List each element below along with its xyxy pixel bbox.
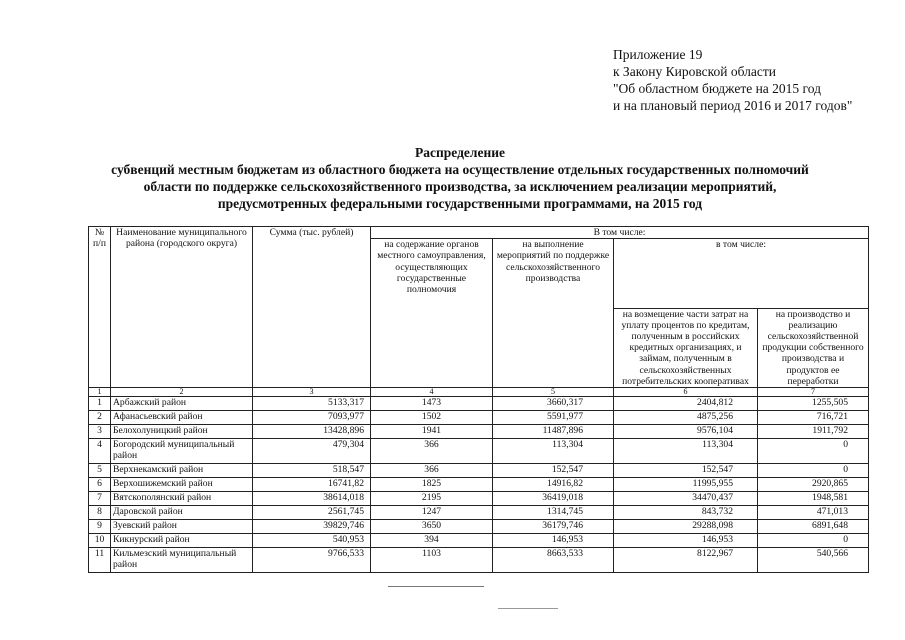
- district-name: Афанасьевский район: [111, 411, 253, 425]
- events-cell: 14916,82: [493, 478, 614, 492]
- sum-cell: 13428,896: [253, 425, 371, 439]
- interest-cell: 2404,812: [614, 397, 758, 411]
- production-cell: 716,721: [758, 411, 869, 425]
- table-row: [89, 425, 869, 439]
- interest-cell: 4875,256: [614, 411, 758, 425]
- interest-cell: 29288,098: [614, 520, 758, 534]
- events-cell: 36179,746: [493, 520, 614, 534]
- header-maintenance: на содержание органов местного самоуправления, осуществляющих государственные полномочия: [371, 239, 493, 388]
- appendix-line: к Закону Кировской области: [613, 64, 777, 79]
- maintenance-cell: 1103: [371, 548, 493, 573]
- sum-cell: 518,547: [253, 464, 371, 478]
- events-cell: 113,304: [493, 439, 614, 464]
- maintenance-cell: 2195: [371, 492, 493, 506]
- production-cell: 0: [758, 439, 869, 464]
- production-cell: 2920,865: [758, 478, 869, 492]
- maintenance-cell: 3650: [371, 520, 493, 534]
- col-number: 2: [111, 388, 253, 397]
- maintenance-cell: 1825: [371, 478, 493, 492]
- row-number: 7: [89, 492, 111, 506]
- table-row: [89, 520, 869, 534]
- table-row: [89, 478, 869, 492]
- district-name: Зуевский район: [111, 520, 253, 534]
- col-number: 6: [614, 388, 758, 397]
- district-name: Верхошижемский район: [111, 478, 253, 492]
- maintenance-cell: 1502: [371, 411, 493, 425]
- appendix-line: и на плановый период 2016 и 2017 годов": [613, 98, 853, 113]
- row-number: 6: [89, 478, 111, 492]
- column-numbers-row: [89, 388, 869, 397]
- sum-cell: 2561,745: [253, 506, 371, 520]
- row-number: 2: [89, 411, 111, 425]
- scan-artifact-line: [498, 608, 558, 609]
- district-name: Белохолуницкий район: [111, 425, 253, 439]
- table-row: [89, 411, 869, 425]
- table-row: [89, 397, 869, 411]
- sum-cell: 38614,018: [253, 492, 371, 506]
- header-production: на производство и реализацию сельскохозяйственной продукции собственного производства и продуктов ее переработки: [758, 308, 869, 387]
- district-name: Арбажский район: [111, 397, 253, 411]
- district-name: Даровской район: [111, 506, 253, 520]
- header-interest: на возмещение части затрат на уплату процентов по кредитам, полученным в российских кредитных организациях, и займам, полученным в сельскохозяйственных потребительских кооперативах: [614, 308, 758, 387]
- col-number: 7: [758, 388, 869, 397]
- sum-cell: 479,304: [253, 439, 371, 464]
- row-number: 9: [89, 520, 111, 534]
- sum-cell: 9766,533: [253, 548, 371, 573]
- header-events: на выполнение мероприятий по поддержке сельскохозяйственного производства: [493, 239, 614, 388]
- scan-artifact-line: [388, 586, 484, 587]
- interest-cell: 9576,104: [614, 425, 758, 439]
- production-cell: 0: [758, 534, 869, 548]
- col-number: 3: [253, 388, 371, 397]
- district-name: Кильмезский муниципальный район: [111, 548, 253, 573]
- appendix-line: "Об областном бюджете на 2015 год: [613, 81, 821, 96]
- maintenance-cell: 394: [371, 534, 493, 548]
- col-number: 5: [493, 388, 614, 397]
- interest-cell: 34470,437: [614, 492, 758, 506]
- events-cell: 8663,533: [493, 548, 614, 573]
- header-num: № п/п: [89, 227, 111, 388]
- header-sum: Сумма (тыс. рублей): [253, 227, 371, 388]
- interest-cell: 11995,955: [614, 478, 758, 492]
- sum-cell: 39829,746: [253, 520, 371, 534]
- production-cell: 1911,792: [758, 425, 869, 439]
- events-cell: 5591,977: [493, 411, 614, 425]
- row-number: 1: [89, 397, 111, 411]
- document-title: [60, 144, 860, 212]
- table-row: [89, 548, 869, 573]
- row-number: 8: [89, 506, 111, 520]
- events-cell: 3660,317: [493, 397, 614, 411]
- row-number: 4: [89, 439, 111, 464]
- maintenance-cell: 1941: [371, 425, 493, 439]
- table-row: [89, 506, 869, 520]
- table-row: [89, 439, 869, 464]
- district-name: Вятскополянский район: [111, 492, 253, 506]
- production-cell: 0: [758, 464, 869, 478]
- col-number: 4: [371, 388, 493, 397]
- interest-cell: 146,953: [614, 534, 758, 548]
- maintenance-cell: 1473: [371, 397, 493, 411]
- production-cell: 540,566: [758, 548, 869, 573]
- production-cell: 471,013: [758, 506, 869, 520]
- district-name: Верхнекамский район: [111, 464, 253, 478]
- district-name: Кикнурский район: [111, 534, 253, 548]
- production-cell: 1255,505: [758, 397, 869, 411]
- sum-cell: 16741,82: [253, 478, 371, 492]
- appendix-line: Приложение 19: [613, 47, 703, 62]
- interest-cell: 113,304: [614, 439, 758, 464]
- maintenance-cell: 1247: [371, 506, 493, 520]
- header-including: В том числе:: [371, 227, 869, 239]
- sum-cell: 7093,977: [253, 411, 371, 425]
- header-name: Наименование муниципального района (городского округа): [111, 227, 253, 388]
- row-number: 11: [89, 548, 111, 573]
- events-cell: 36419,018: [493, 492, 614, 506]
- maintenance-cell: 366: [371, 464, 493, 478]
- production-cell: 1948,581: [758, 492, 869, 506]
- interest-cell: 843,732: [614, 506, 758, 520]
- events-cell: 152,547: [493, 464, 614, 478]
- table-row: [89, 492, 869, 506]
- row-number: 5: [89, 464, 111, 478]
- district-name: Богородский муниципальный район: [111, 439, 253, 464]
- title-line: области по поддержке сельскохозяйственного производства, за исключением реализации мероприятий,: [143, 179, 777, 194]
- col-number: 1: [89, 388, 111, 397]
- title-line: субвенций местным бюджетам из областного бюджета на осуществление отдельных государственных полномочий: [111, 162, 809, 177]
- sum-cell: 540,953: [253, 534, 371, 548]
- header-including-2: в том числе:: [614, 239, 869, 308]
- appendix-header: [613, 46, 898, 114]
- row-number: 3: [89, 425, 111, 439]
- interest-cell: 152,547: [614, 464, 758, 478]
- title-line: Распределение: [414, 145, 506, 160]
- production-cell: 6891,648: [758, 520, 869, 534]
- maintenance-cell: 366: [371, 439, 493, 464]
- sum-cell: 5133,317: [253, 397, 371, 411]
- title-line: предусмотренных федеральными государственными программами, на 2015 год: [217, 196, 703, 211]
- interest-cell: 8122,967: [614, 548, 758, 573]
- events-cell: 11487,896: [493, 425, 614, 439]
- subsidy-table: [88, 226, 869, 573]
- table-row: [89, 534, 869, 548]
- table-row: [89, 464, 869, 478]
- row-number: 10: [89, 534, 111, 548]
- events-cell: 146,953: [493, 534, 614, 548]
- events-cell: 1314,745: [493, 506, 614, 520]
